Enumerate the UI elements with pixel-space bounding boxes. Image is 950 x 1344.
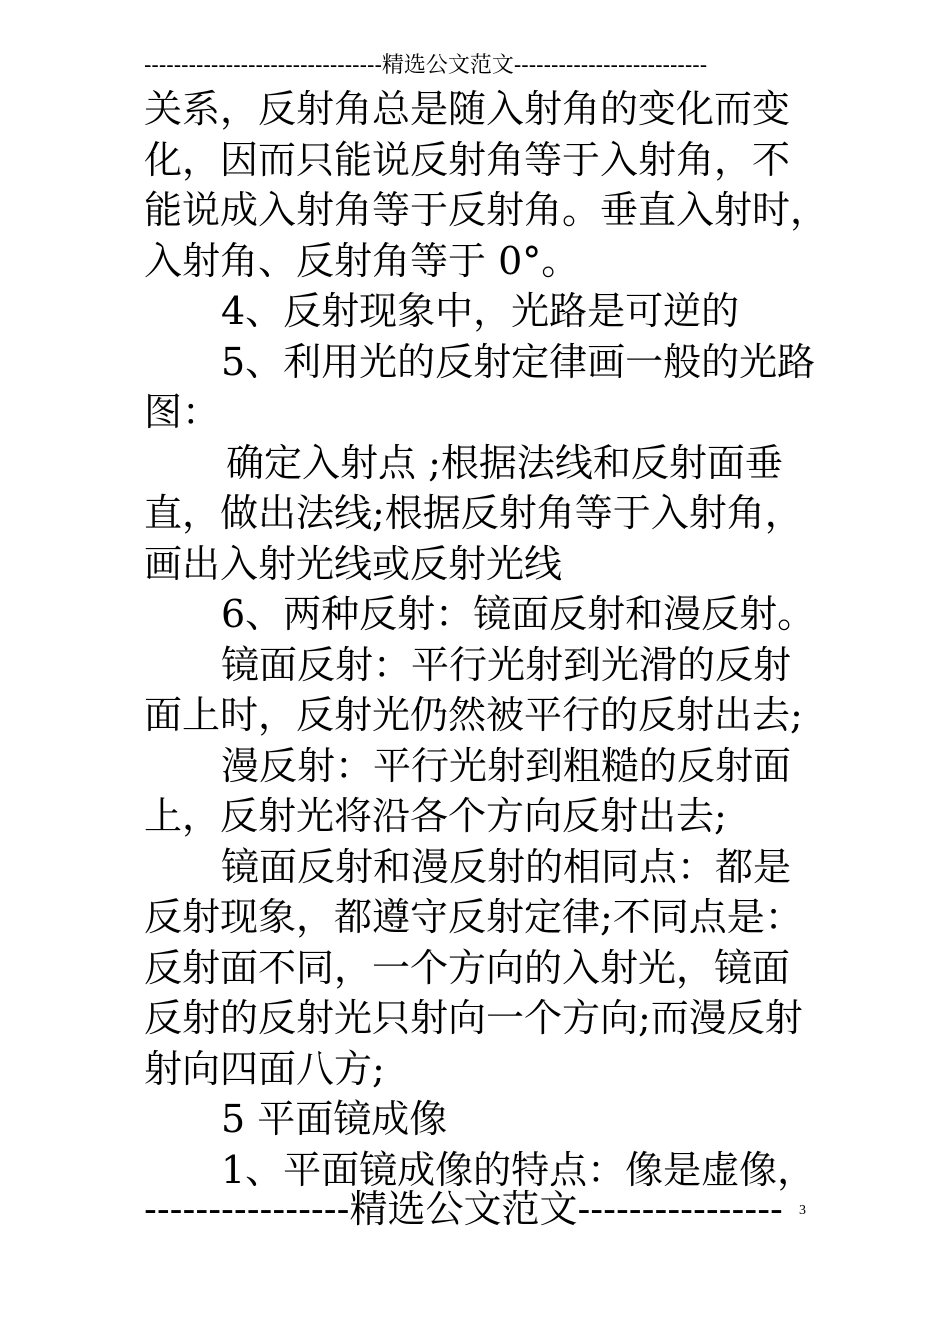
body-line: 4、反射现象中，光路是可逆的 (221, 289, 740, 333)
document-body (144, 84, 829, 1195)
body-line: 能说成入射角等于反射角。垂直入射时， (144, 188, 829, 232)
body-line: 反射现象，都遵守反射定律;不同点是： (144, 895, 803, 939)
body-line: 确定入射点 ;根据法线和反射面垂 (226, 440, 783, 485)
body-line: 射向四面八方; (144, 1046, 385, 1091)
page-footer: ----------------精选公文范文---------------- (144, 1187, 783, 1231)
body-line: 反射面不同，一个方向的入射光，镜面 (144, 945, 791, 990)
body-line: 入射角、反射角等于 0°。 (144, 238, 580, 283)
body-line: 面上时，反射光仍然被平行的反射出去; (144, 693, 803, 737)
body-line: 化，因而只能说反射角等于入射角，不 (144, 137, 791, 182)
body-line: 直，做出法线;根据反射角等于入射角， (144, 491, 803, 535)
body-line: 画出入射光线或反射光线 (144, 541, 563, 586)
body-line: 上，反射光将沿各个方向反射出去; (144, 794, 727, 838)
body-line: 镜面反射和漫反射的相同点：都是 (221, 844, 792, 889)
body-line: 图： (144, 390, 221, 434)
body-line: 1、平面镜成像的特点：像是虚像， (221, 1147, 816, 1192)
body-line: 漫反射：平行光射到粗糙的反射面 (221, 743, 792, 788)
body-line: 反射的反射光只射向一个方向;而漫反射 (144, 996, 803, 1040)
body-line: 关系，反射角总是随入射角的变化而变 (144, 87, 791, 131)
page-header: --------------------------------精选公文范文-------------------------- (144, 53, 708, 78)
body-line: 镜面反射：平行光射到光滑的反射 (221, 642, 792, 687)
body-line: 5、利用光的反射定律画一般的光路 (221, 339, 816, 384)
body-line: 5 平面镜成像 (221, 1097, 448, 1141)
page-number: 3 (799, 1203, 806, 1218)
body-line: 6、两种反射：镜面反射和漫反射。 (221, 592, 816, 636)
